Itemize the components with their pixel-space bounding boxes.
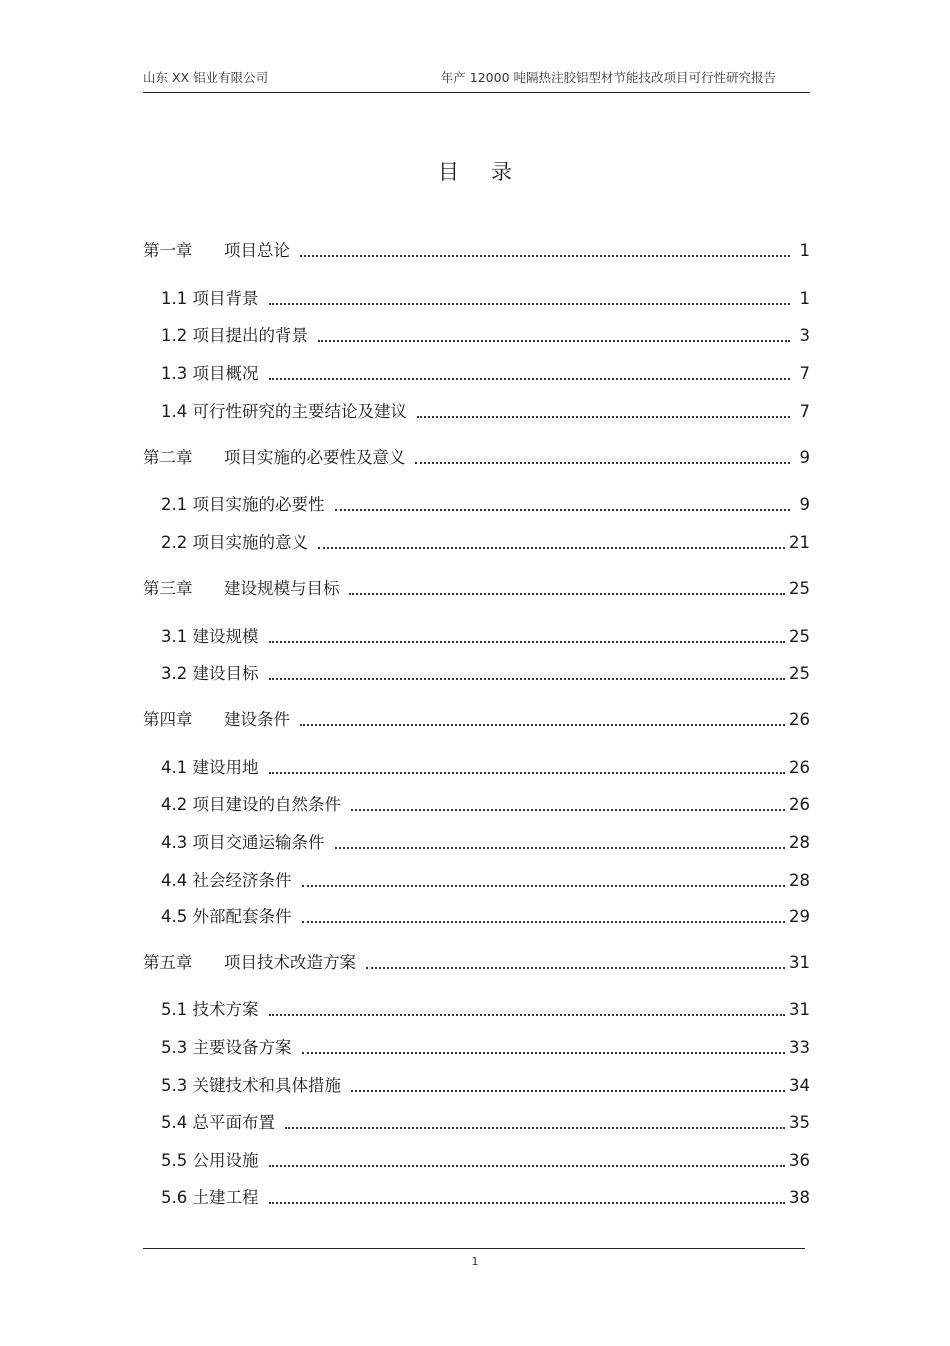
toc-leader-dots [285, 1127, 785, 1129]
toc-entry-label: 4.3 项目交通运输条件 [161, 833, 325, 852]
toc-entry-label: 第一章 项目总论 [143, 241, 290, 260]
toc-section-entry[interactable] [161, 492, 810, 516]
toc-section-entry[interactable] [161, 868, 810, 892]
toc-leader-dots [269, 378, 791, 380]
toc-section-entry[interactable] [161, 530, 810, 554]
toc-entry-label: 1.1 项目背景 [161, 289, 259, 308]
page-header [143, 66, 810, 93]
toc-entry-label: 第三章 建设规模与目标 [143, 579, 340, 598]
toc-entry-page: 25 [789, 664, 810, 683]
toc-leader-dots [335, 847, 786, 849]
toc-section-entry[interactable] [161, 323, 810, 347]
toc-section-entry[interactable] [161, 1185, 810, 1209]
toc-entry-page: 26 [789, 710, 810, 729]
toc-leader-dots [300, 255, 790, 257]
toc-entry-page: 9 [799, 448, 810, 467]
toc-leader-dots [269, 1165, 786, 1167]
toc-leader-dots [349, 593, 785, 595]
toc-chapter-entry[interactable] [143, 950, 810, 974]
toc-section-entry[interactable] [161, 399, 810, 423]
toc-leader-dots [318, 340, 790, 342]
toc-leader-dots [269, 678, 786, 680]
toc-section-entry[interactable] [161, 1148, 810, 1172]
toc-entry-page: 25 [789, 627, 810, 646]
toc-leader-dots [417, 416, 790, 418]
toc-leader-dots [269, 303, 791, 305]
toc-entry-label: 5.6 土建工程 [161, 1188, 259, 1207]
toc-section-entry[interactable] [161, 904, 810, 928]
toc-section-entry[interactable] [161, 830, 810, 854]
toc-chapter-entry[interactable] [143, 576, 810, 600]
footer-page-number: 1 [471, 1255, 479, 1268]
toc-entry-label: 5.4 总平面布置 [161, 1113, 275, 1132]
toc-leader-dots [269, 641, 786, 643]
toc-section-entry[interactable] [161, 1035, 810, 1059]
toc-entry-label: 第二章 项目实施的必要性及意义 [143, 448, 406, 467]
toc-entry-label: 5.1 技术方案 [161, 1000, 259, 1019]
toc-title: 目录 [438, 160, 544, 184]
toc-leader-dots [269, 1202, 786, 1204]
toc-entry-label: 4.1 建设用地 [161, 758, 259, 777]
toc-leader-dots [302, 1052, 786, 1054]
toc-leader-dots [335, 509, 791, 511]
toc-entry-page: 1 [799, 289, 810, 308]
toc-entry-page: 25 [789, 579, 810, 598]
toc-section-entry[interactable] [161, 624, 810, 648]
toc-entry-page: 9 [799, 495, 810, 514]
toc-entry-page: 3 [799, 326, 810, 345]
toc-entry-label: 第五章 项目技术改造方案 [143, 953, 356, 972]
toc-section-entry[interactable] [161, 755, 810, 779]
toc-entry-label: 5.3 主要设备方案 [161, 1038, 292, 1057]
toc-entry-label: 2.2 项目实施的意义 [161, 533, 308, 552]
toc-entry-page: 34 [789, 1076, 810, 1095]
toc-leader-dots [302, 921, 786, 923]
toc-entry-page: 28 [789, 833, 810, 852]
toc-entry-page: 35 [789, 1113, 810, 1132]
toc-leader-dots [300, 724, 785, 726]
toc-entry-label: 2.1 项目实施的必要性 [161, 495, 325, 514]
toc-entry-page: 21 [789, 533, 810, 552]
toc-leader-dots [351, 809, 785, 811]
toc-section-entry[interactable] [161, 361, 810, 385]
toc-section-entry[interactable] [161, 997, 810, 1021]
header-report-title: 年产 12000 吨隔热注胶铝型材节能技改项目可行性研究报告 [440, 70, 776, 85]
toc-chapter-entry[interactable] [143, 707, 810, 731]
toc-leader-dots [366, 967, 785, 969]
toc-entry-page: 36 [789, 1151, 810, 1170]
toc-entry-label: 3.1 建设规模 [161, 627, 259, 646]
toc-entry-page: 33 [789, 1038, 810, 1057]
toc-entry-page: 7 [799, 402, 810, 421]
toc-entry-label: 1.2 项目提出的背景 [161, 326, 308, 345]
toc-entry-page: 31 [789, 953, 810, 972]
toc-entry-page: 29 [789, 907, 810, 926]
toc-entry-page: 38 [789, 1188, 810, 1207]
toc-chapter-entry[interactable] [143, 238, 810, 262]
toc-entry-label: 3.2 建设目标 [161, 664, 259, 683]
toc-entry-label: 4.5 外部配套条件 [161, 907, 292, 926]
toc-entry-label: 4.4 社会经济条件 [161, 871, 292, 890]
footer-divider [143, 1248, 805, 1249]
toc-entry-page: 28 [789, 871, 810, 890]
toc-section-entry[interactable] [161, 1110, 810, 1134]
toc-entry-page: 1 [799, 241, 810, 260]
toc-leader-dots [269, 772, 786, 774]
toc-leader-dots [269, 1014, 786, 1016]
toc-entry-page: 26 [789, 758, 810, 777]
toc-entry-page: 31 [789, 1000, 810, 1019]
header-company: 山东 XX 铝业有限公司 [143, 70, 269, 85]
toc-entry-page: 26 [789, 795, 810, 814]
toc-chapter-entry[interactable] [143, 445, 810, 469]
toc-leader-dots [351, 1090, 785, 1092]
toc-leader-dots [318, 547, 785, 549]
toc-section-entry[interactable] [161, 661, 810, 685]
toc-entry-label: 5.3 关键技术和具体措施 [161, 1076, 341, 1095]
toc-entry-label: 1.4 可行性研究的主要结论及建议 [161, 402, 407, 421]
toc-entry-label: 5.5 公用设施 [161, 1151, 259, 1170]
toc-section-entry[interactable] [161, 286, 810, 310]
toc-entry-label: 1.3 项目概况 [161, 364, 259, 383]
toc-entry-page: 7 [799, 364, 810, 383]
toc-section-entry[interactable] [161, 1073, 810, 1097]
toc-section-entry[interactable] [161, 792, 810, 816]
toc-leader-dots [302, 885, 786, 887]
toc-entry-label: 4.2 项目建设的自然条件 [161, 795, 341, 814]
toc-entry-label: 第四章 建设条件 [143, 710, 290, 729]
toc-leader-dots [415, 462, 790, 464]
